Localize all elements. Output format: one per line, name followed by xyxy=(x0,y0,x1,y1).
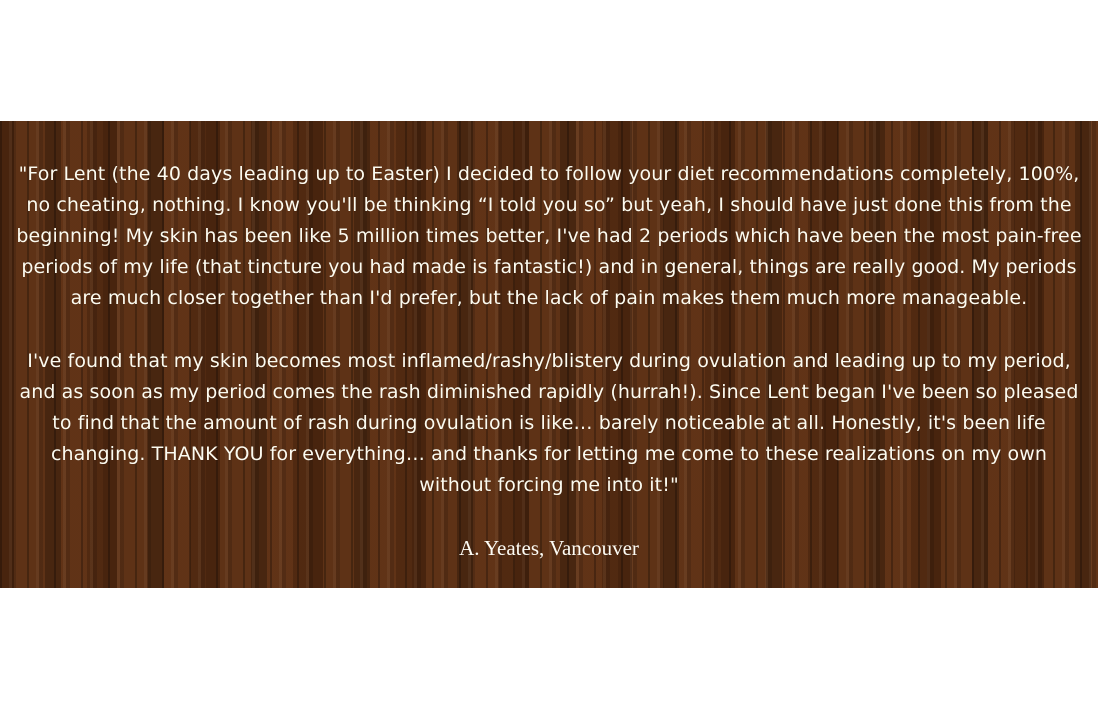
testimonial-attribution: A. Yeates, Vancouver xyxy=(459,536,639,560)
testimonial-paragraph-2: I've found that my skin becomes most inflamed/rashy/blistery during ovulation and leading up to my period, and as soon as my period comes the rash diminished rapidly (hurrah!). Since Lent began I've been so pleased to find that the amount of rash during ovulation is like… barely noticeable at all. Honestly, it's been life changing. THANK YOU for everything… and thanks for letting me come to these realizations on my own without forcing me into it!" xyxy=(19,350,1079,496)
top-whitespace xyxy=(0,0,1098,121)
testimonial-paragraph-1: "For Lent (the 40 days leading up to Easter) I decided to follow your diet recommendations completely, 100%, no cheating, nothing. I know you'll be thinking “I told you so” but yeah, I should have just done this from the beginning! My skin has been like 5 million times better, I've had 2 periods which have been the most pain-free periods of my life (that tincture you had made is fantastic!) and in general, things are really good. My periods are much closer together than I'd prefer, but the lack of pain makes them much more manageable. xyxy=(16,163,1082,309)
testimonial-section xyxy=(0,121,1098,588)
testimonial-quote xyxy=(12,159,1086,562)
bottom-whitespace xyxy=(0,588,1098,707)
